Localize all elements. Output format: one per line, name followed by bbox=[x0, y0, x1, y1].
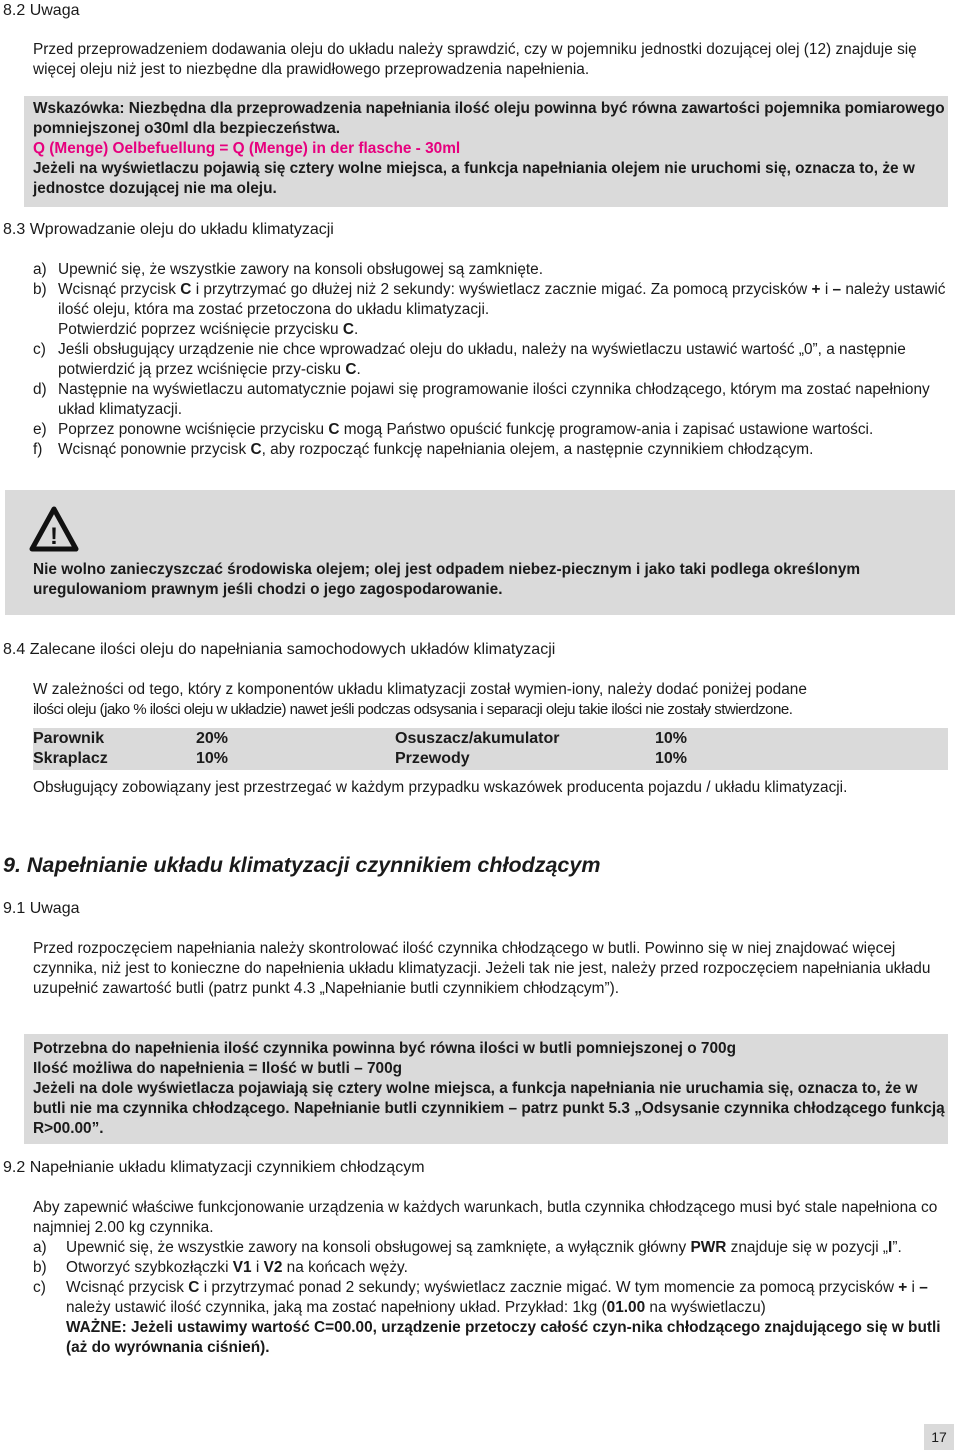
note-empty-cylinder: Jeżeli na dole wyświetlacza pojawiają się cztery wolne miejsca, a funkcja napełniania nie uruchamia się, oznacza to, że w butli nie ma czynnika chłodzącego. Napełnianie butli czynnikiem – patrz punkt 5.3 „Odsysanie czynnika chłodzącego funkcją R>00.00”. bbox=[33, 1080, 945, 1137]
coupler-v1: V1 bbox=[232, 1259, 252, 1276]
section-heading-8-4: 8.4 Zalecane ilości oleju do napełniania samochodowych układów klimatyzacji bbox=[3, 641, 556, 658]
note-refrigerant-formula: Ilość możliwa do napełnienia = Ilość w butli – 700g bbox=[33, 1060, 403, 1077]
refrigerant-steps-list bbox=[33, 1238, 948, 1358]
list-item: c) Jeśli obsługujący urządzenie nie chce wprowadzać oleju do układu, należy na wyświetlaczu ustawić wartość „0”, a następnie potwierdzić ją przez wciśnięcie przy-cisku C. bbox=[33, 341, 906, 378]
note-box-oil bbox=[24, 96, 948, 207]
table-cell: 10% bbox=[655, 730, 688, 747]
section-heading-8-3: 8.3 Wprowadzanie oleju do układu klimatyzacji bbox=[3, 221, 334, 238]
page-number: 17 bbox=[924, 1424, 954, 1450]
key-c: C bbox=[180, 281, 192, 298]
list-item: b) Wcisnąć przycisk C i przytrzymać go dłużej niż 2 sekundy: wyświetlacz zacznie migać. Za pomocą przycisków + i – należy ustawić ilość oleju, która ma zostać przetoczona do układu klimatyzacji. Potwierdzić poprzez wciśnięcie przycisku C. bbox=[33, 281, 946, 338]
key-minus: – bbox=[919, 1279, 928, 1296]
list-item: a) Upewnić się, że wszystkie zawory na konsoli obsługowej są zamknięte, a wyłącznik główny PWR znajduje się w pozycji „I”. bbox=[33, 1239, 902, 1256]
section-heading-8-2: 8.2 Uwaga bbox=[3, 2, 80, 19]
warning-box bbox=[5, 490, 955, 615]
list-item: b) Otworzyć szybkozłączki V1 i V2 na końcach węży. bbox=[33, 1259, 408, 1276]
key-c: C bbox=[345, 361, 357, 378]
note-box-refrigerant bbox=[24, 1034, 948, 1144]
section-heading-9-1: 9.1 Uwaga bbox=[3, 900, 80, 917]
key-c: C bbox=[328, 421, 340, 438]
paragraph-8-4-line2: ilości oleju (jako % ilości oleju w układzie) nawet jeśli podczas odsysania i separacji oleju takie ilości nie zostały stwierdzone. bbox=[33, 701, 793, 718]
paragraph-8-4-line1: W zależności od tego, który z komponentów układu klimatyzacji został wymien-iony, należy dodać poniżej podane bbox=[33, 681, 807, 698]
key-minus: – bbox=[832, 281, 842, 298]
section-heading-9-2: 9.2 Napełnianie układu klimatyzacji czynnikiem chłodzącym bbox=[3, 1159, 425, 1176]
paragraph-8-4-manufacturer: Obsługujący zobowiązany jest przestrzegać w każdym przypadku wskazówek producenta pojazdu / układu klimatyzacji. bbox=[33, 779, 848, 796]
list-item: c) Wcisnąć przycisk C i przytrzymać ponad 2 sekundy; wyświetlacz zacznie migać. W tym momencie za pomocą przycisków + i – należy ustawić ilość czynnika, jaką ma zostać napełniony układ. Przykład: 1kg (01.00 na wyświetlaczu) WAŻNE: Jeżeli ustawimy wartość C=00.00, urządzenie przetoczy całość czyn-nika chłodzącego znajdującego się w butli (aż do wyrównania ciśnień). bbox=[33, 1279, 941, 1356]
list-item: e) Poprzez ponowne wciśnięcie przycisku C mogą Państwo opuścić funkcję programow-ania i zapisać ustawione wartości. bbox=[33, 421, 874, 438]
warning-symbol: ! bbox=[50, 523, 58, 550]
example-value: 01.00 bbox=[606, 1299, 646, 1316]
oil-formula: Q (Menge) Oelbefuellung = Q (Menge) in der flasche - 30ml bbox=[33, 140, 461, 157]
key-plus: + bbox=[898, 1279, 908, 1296]
table-cell: 20% bbox=[196, 730, 229, 747]
key-plus: + bbox=[811, 281, 821, 298]
table-cell: 10% bbox=[196, 750, 229, 767]
list-item: d) Następnie na wyświetlaczu automatycznie pojawi się programowanie ilości czynnika chłodzącego, którym ma zostać napełniony układ klimatyzacji. bbox=[33, 381, 930, 418]
paragraph-8-2-intro: Przed przeprowadzeniem dodawania oleju do układu należy sprawdzić, czy w pojemniku jednostki dozującej olej (12) znajduje się więcej oleju niż jest to niezbędne dla prawidłowego przeprowadzenia napełnienia. bbox=[33, 41, 917, 78]
table-cell: Osuszacz/akumulator bbox=[395, 730, 560, 747]
warning-triangle-icon bbox=[29, 506, 79, 552]
oil-steps-list bbox=[33, 260, 948, 460]
power-switch-label: PWR bbox=[690, 1239, 727, 1256]
table-cell: Parownik bbox=[33, 730, 105, 747]
list-item: f) Wcisnąć ponownie przycisk C, aby rozpocząć funkcję napełniania olejem, a następnie czynnikiem chłodzącym. bbox=[33, 441, 814, 458]
note-oil-amount: Wskazówka: Niezbędna dla przeprowadzenia napełniania ilość oleju powinna być równa zawartości pojemnika pomiarowego pomniejszonej o30ml dla bezpieczeństwa. bbox=[33, 100, 945, 137]
note-empty-display: Jeżeli na wyświetlaczu pojawią się cztery wolne miejsca, a funkcja napełniania olejem nie uruchomi się, oznacza to, że w jednostce dozującej nie ma oleju. bbox=[33, 160, 915, 197]
note-refrigerant-amount: Potrzebna do napełnienia ilość czynnika powinna być równa ilości w butli pomniejszonej o 700g bbox=[33, 1040, 736, 1057]
key-c: C bbox=[250, 441, 262, 458]
chapter-title-9: 9. Napełnianie układu klimatyzacji czynnikiem chłodzącym bbox=[3, 853, 601, 877]
warning-text: Nie wolno zanieczyszczać środowiska olejem; olej jest odpadem niebez-piecznym i jako taki podlega określonym uregulowaniom prawnym jeśli chodzi o jego zagospodarowanie. bbox=[33, 561, 861, 598]
list-item: a) Upewnić się, że wszystkie zawory na konsoli obsługowej są zamknięte. bbox=[33, 261, 544, 278]
paragraph-9-2-intro: Aby zapewnić właściwe funkcjonowanie urządzenia w każdych warunkach, butla czynnika chłodzącego musi być stale napełniona co najmniej 2.00 kg czynnika. bbox=[33, 1199, 938, 1236]
table-cell: Skraplacz bbox=[33, 750, 108, 767]
coupler-v2: V2 bbox=[263, 1259, 283, 1276]
important-note: WAŻNE: Jeżeli ustawimy wartość C=00.00, urządzenie przetoczy całość czyn-nika chłodzącego znajdującego się w butli (aż do wyrównania ciśnień). bbox=[66, 1319, 941, 1356]
key-c: C bbox=[188, 1279, 200, 1296]
key-c: C bbox=[342, 321, 354, 338]
table-cell: Przewody bbox=[395, 750, 470, 767]
paragraph-9-1-intro: Przed rozpoczęciem napełniania należy skontrolować ilość czynnika chłodzącego w butli. Powinno się w niej znajdować więcej czynnika, niż jest to konieczne do napełnienia układu klimatyzacji. Jeżeli tak nie jest, należy przed rozpoczęciem napełniania układu uzupełnić zawartość butli (patrz punkt 4.3 „Napełnianie butli czynnikiem chłodzącym”). bbox=[33, 940, 931, 997]
oil-quantity-table bbox=[33, 728, 948, 770]
table-cell: 10% bbox=[655, 750, 688, 767]
